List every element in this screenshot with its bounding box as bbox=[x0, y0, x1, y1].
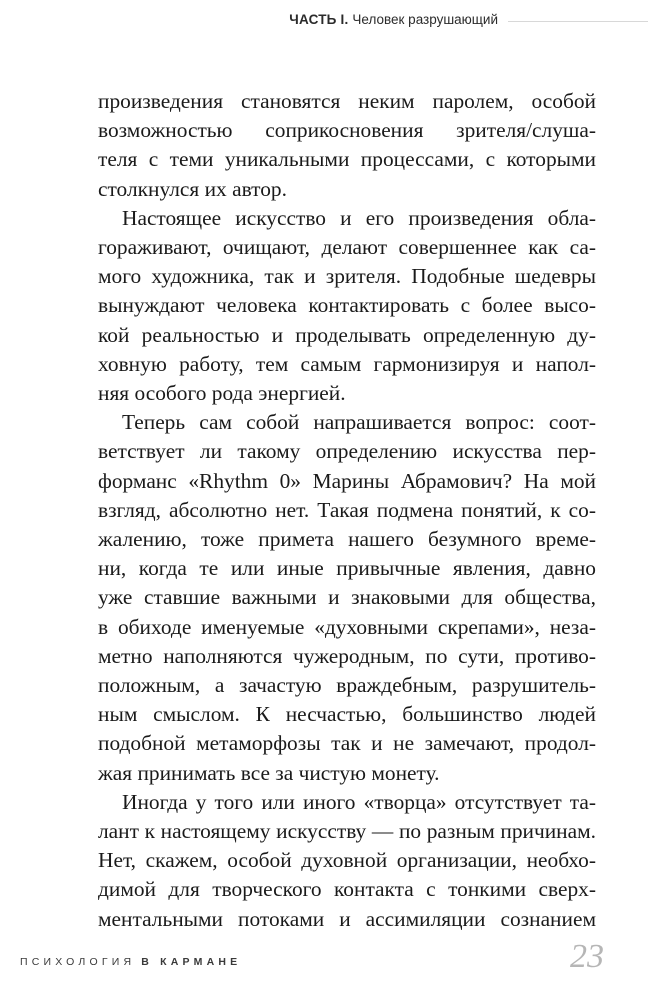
text-line: Настоящее искусство и его произведения обла- bbox=[122, 205, 596, 230]
text-line: теля с теми уникальными процессами, с которыми bbox=[98, 147, 596, 172]
text-line: вынуждают человека контактировать с более высо- bbox=[98, 293, 596, 318]
header-part-label: ЧАСТЬ I. bbox=[289, 12, 349, 27]
header-rule bbox=[508, 21, 648, 22]
text-line: в обиходе именуемые «духовными скрепами», неза- bbox=[98, 614, 596, 639]
text-line: подобной метаморфозы так и не замечают, продол- bbox=[98, 731, 596, 756]
text-line: ветствует ли такому определению искусства пер- bbox=[98, 439, 596, 464]
paragraph-1 bbox=[98, 87, 596, 204]
text-line: взгляд, абсолютно нет. Такая подмена понятий, к со- bbox=[98, 497, 596, 522]
series-name-regular: ПСИХОЛОГИЯ bbox=[20, 956, 136, 968]
text-line: метно наполняются чужеродным, по сути, противо- bbox=[98, 643, 596, 668]
text-line: Теперь сам собой напрашивается вопрос: соот- bbox=[122, 410, 596, 435]
text-line: няя особого рода энергией. bbox=[98, 381, 346, 406]
text-line: ным смыслом. К несчастью, большинство людей bbox=[98, 702, 596, 727]
paragraph-2 bbox=[98, 204, 596, 408]
text-line: форманс «Rhythm 0» Марины Абрамович? На мой bbox=[98, 468, 596, 493]
text-line: ни, когда те или иные привычные явления, давно bbox=[98, 556, 596, 581]
text-line: Нет, скажем, особой духовной организации, необхо- bbox=[98, 848, 596, 873]
text-line: Иногда у того или иного «творца» отсутствует та- bbox=[122, 789, 596, 814]
text-line: ховную работу, тем самым гармонизируя и напол- bbox=[98, 351, 596, 376]
page-footer bbox=[20, 932, 604, 975]
page-number: 23 bbox=[570, 938, 604, 975]
text-line: столкнулся их автор. bbox=[98, 176, 287, 201]
body-text bbox=[98, 87, 596, 934]
paragraph-4 bbox=[98, 788, 596, 934]
text-line: произведения становятся неким паролем, особой bbox=[98, 89, 596, 113]
text-line: жая принимать все за чистую монету. bbox=[98, 760, 440, 785]
text-line: димой для творческого контакта с тонкими сверх- bbox=[98, 877, 596, 902]
text-line: уже ставшие важными и знаковыми для общества, bbox=[98, 585, 596, 610]
text-line: гораживают, очищают, делают совершеннее как са- bbox=[98, 235, 596, 260]
series-name bbox=[20, 956, 241, 968]
paragraph-3 bbox=[98, 408, 596, 788]
text-line: положным, а зачастую враждебным, разрушитель- bbox=[98, 673, 596, 698]
series-name-bold: В КАРМАНЕ bbox=[141, 956, 242, 968]
text-line: возможностью соприкосновения зрителя/слуша- bbox=[98, 118, 596, 143]
text-line: лант к настоящему искусству — по разным причинам. bbox=[98, 819, 596, 844]
text-line: мого художника, так и зрителя. Подобные шедевры bbox=[98, 264, 596, 289]
running-header bbox=[289, 12, 648, 36]
text-line: кой реальностью и проделывать определенную ду- bbox=[98, 322, 596, 347]
text-line: жалению, тоже примета нашего безумного време- bbox=[98, 527, 596, 552]
text-line: ментальными потоками и ассимиляции сознанием bbox=[98, 906, 596, 931]
header-chapter-title: Человек разрушающий bbox=[352, 12, 498, 27]
